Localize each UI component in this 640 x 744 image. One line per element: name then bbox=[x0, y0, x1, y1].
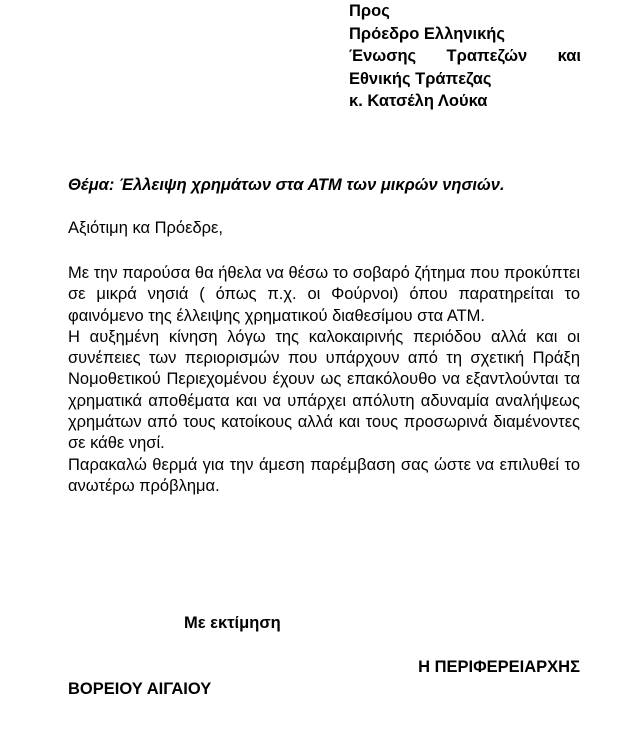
subject-line: Θέμα: Έλλειψη χρημάτων στα ΑΤΜ των μικρών νησιών. bbox=[68, 176, 505, 194]
recipient-block bbox=[349, 0, 581, 113]
recipient-line-to: Προς bbox=[349, 2, 390, 20]
closing-phrase: Με εκτίμηση bbox=[184, 614, 281, 632]
letter-body bbox=[68, 263, 580, 497]
body-paragraph: Με την παρούσα θα ήθελα να θέσω το σοβαρό ζήτημα που προκύπτει σε μικρά νησιά ( όπως π.χ. οι Φούρνοι) όπου παρατηρείται το φαινόμενο της έλλειψης χρηματικού διαθεσίμου στα ΑΤΜ. bbox=[68, 264, 580, 325]
salutation: Αξιότιμη κα Πρόεδρε, bbox=[68, 219, 223, 237]
signature-title: Η ΠΕΡΙΦΕΡΕΙΑΡΧΗΣ bbox=[418, 658, 580, 676]
recipient-word: Τραπεζών bbox=[446, 47, 528, 65]
recipient-line-union bbox=[349, 45, 581, 68]
body-paragraph: Η αυξημένη κίνηση λόγω της καλοκαιρινής περιόδου αλλά και οι συνέπειες των περιορισμών που υπάρχουν από τη σχετική Πράξη Νομοθετικού Περιεχομένου έχουν ως επακόλουθο να εξαντλούνται τα χρηματικά αποθέματα και να υπάρχει απόλυτη αδυναμία αναλήψεως χρημάτων από τους κατοίκους αλλά και τους προσωρινά διαμένοντες σε κάθε νησί. bbox=[68, 327, 580, 453]
body-paragraph: Παρακαλώ θερμά για την άμεση παρέμβαση σας ώστε να επιλυθεί το ανωτέρω πρόβλημα. bbox=[68, 455, 580, 495]
recipient-word: και bbox=[557, 47, 581, 65]
recipient-line-president: Πρόεδρο Ελληνικής bbox=[349, 24, 505, 43]
recipient-line-bank: Εθνικής Τράπεζας bbox=[349, 69, 492, 88]
recipient-line-name: κ. Κατσέλη Λούκα bbox=[349, 92, 488, 110]
signature-region: ΒΟΡΕΙΟΥ ΑΙΓΑΙΟΥ bbox=[68, 680, 212, 698]
recipient-word: Ένωσης bbox=[349, 47, 417, 65]
